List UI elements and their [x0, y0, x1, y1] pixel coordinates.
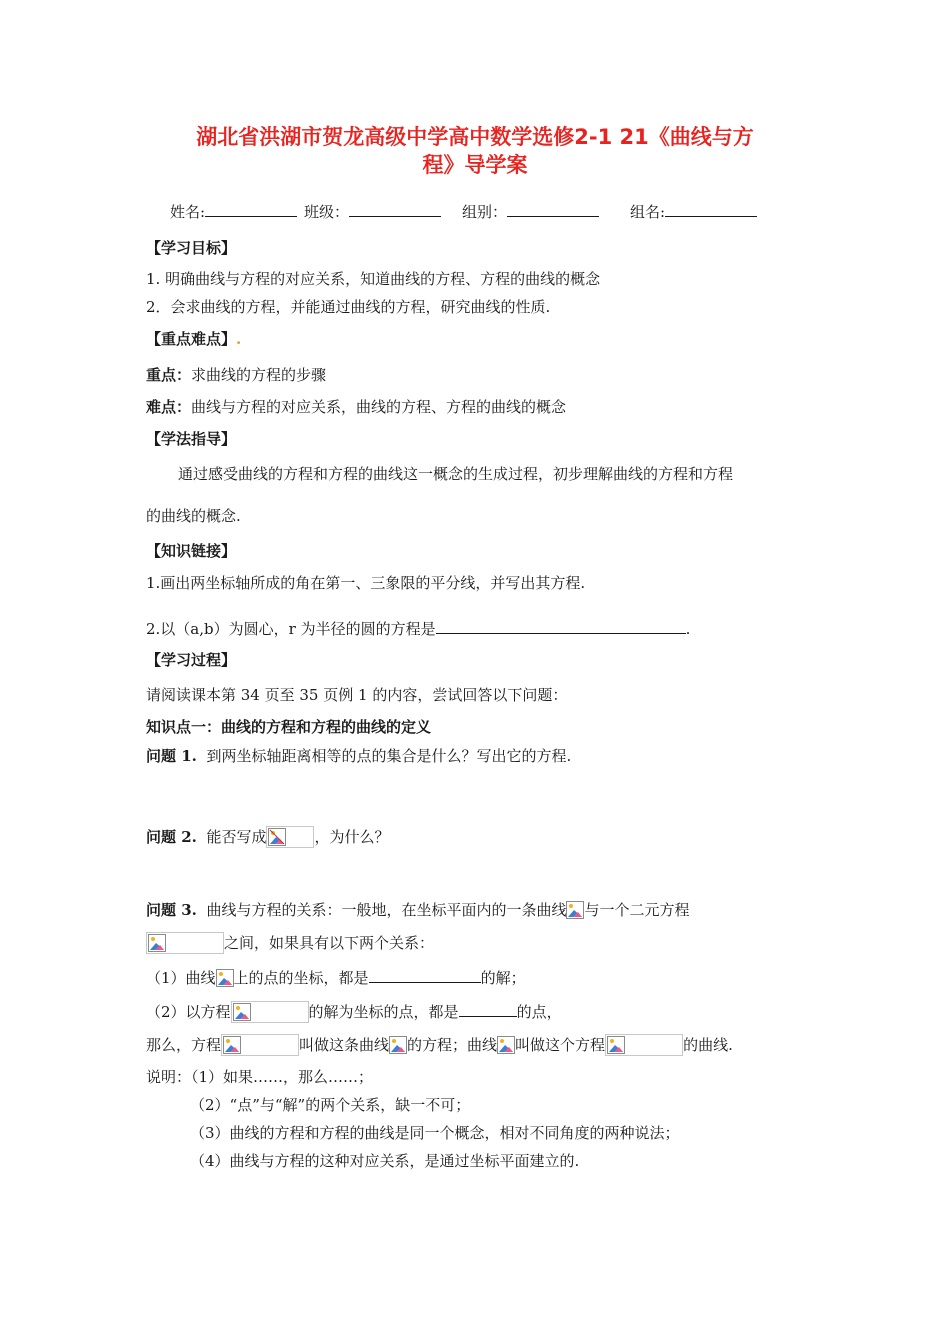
focus-label: 重点：	[146, 366, 192, 384]
team-blank	[665, 200, 757, 217]
links-heading: 【知识链接】	[146, 542, 237, 560]
link-item-1: 1.画出两坐标轴所成的角在第一、三象限的平分线，并写出其方程.	[146, 574, 586, 592]
curve-image-icon	[216, 969, 234, 987]
question-3-text-a: 曲线与方程的关系：一般地，在坐标平面内的一条曲线	[206, 901, 567, 919]
document-title-line2: 程》导学案	[422, 153, 528, 177]
question-1	[146, 745, 571, 767]
condition-1-blank	[369, 966, 481, 983]
method-text-1: 通过感受曲线的方程和方程的曲线这一概念的生成过程，初步理解曲线的方程和方程	[178, 465, 734, 483]
key-dot: .	[236, 330, 242, 348]
condition-1-text-b: 上的点的坐标，都是	[233, 969, 369, 987]
method-text-2: 的曲线的概念.	[146, 507, 241, 525]
team-field	[630, 200, 757, 223]
condition-2-text-a: （2）以方程	[146, 1003, 231, 1021]
equation-image-icon	[233, 1003, 251, 1021]
note-label: 说明：	[146, 1068, 192, 1086]
note-4: （4）曲线与方程的这种对应关系，是通过坐标平面建立的.	[190, 1152, 580, 1170]
key-heading-text: 【重点难点】	[146, 330, 237, 348]
conclusion-text-d: 叫做这个方程	[515, 1036, 606, 1054]
focus-text: 求曲线的方程的步骤	[191, 366, 327, 384]
note-line-1	[146, 1066, 373, 1088]
name-field	[170, 200, 297, 223]
question-3-line2-text: 之间，如果具有以下两个关系：	[224, 934, 435, 952]
class-field	[304, 200, 441, 223]
team-label: 组名:	[630, 203, 666, 221]
question-1-label: 问题 1.	[146, 747, 197, 765]
equation-image-box	[605, 1034, 683, 1056]
process-heading: 【学习过程】	[146, 651, 237, 669]
question-2-text-b: ，为什么？	[314, 828, 390, 846]
equation-image-box	[146, 932, 224, 954]
conclusion-text-b: 叫做这条曲线	[299, 1036, 390, 1054]
equation-image-icon	[148, 934, 166, 952]
question-3-line2	[146, 932, 434, 954]
group-field	[462, 200, 599, 223]
conclusion-text-a: 那么，方程	[146, 1036, 222, 1054]
process-intro: 请阅读课本第 34 页至 35 页例 1 的内容，尝试回答以下问题：	[146, 686, 568, 704]
group-blank	[507, 200, 599, 217]
condition-2-text-c: 的点，	[516, 1003, 562, 1021]
circle-equation-blank	[436, 617, 686, 634]
question-1-text: 到两坐标轴距离相等的点的集合是什么？写出它的方程.	[206, 747, 572, 765]
conclusion-text-c: 的方程；曲线	[407, 1036, 498, 1054]
equation-image-icon	[607, 1036, 625, 1054]
question-3-text-b: 与一个二元方程	[584, 901, 690, 919]
question-3	[146, 899, 689, 921]
difficult-label: 难点：	[146, 398, 192, 416]
formula-image-box	[266, 826, 314, 848]
key-heading	[146, 328, 241, 350]
link-item-2-text: 2.以（a,b）为圆心，r 为半径的圆的方程是	[146, 620, 436, 638]
difficult-line	[146, 396, 566, 418]
knowledge-point-1: 知识点一：曲线的方程和方程的曲线的定义	[146, 718, 432, 736]
question-2	[146, 826, 389, 848]
focus-line	[146, 364, 326, 386]
goal-item-2: 2．会求曲线的方程，并能通过曲线的方程，研究曲线的性质.	[146, 298, 551, 316]
name-label: 姓名:	[170, 203, 206, 221]
method-heading: 【学法指导】	[146, 430, 237, 448]
condition-2-blank	[459, 1000, 517, 1017]
question-2-label: 问题 2.	[146, 828, 197, 846]
difficult-text: 曲线与方程的对应关系，曲线的方程、方程的曲线的概念	[191, 398, 567, 416]
goals-heading: 【学习目标】	[146, 239, 237, 257]
question-3-label: 问题 3.	[146, 901, 197, 919]
question-2-text-a: 能否写成	[206, 828, 267, 846]
note-3: （3）曲线的方程和方程的曲线是同一个概念，相对不同角度的两种说法；	[190, 1124, 680, 1142]
note-2: （2）“点”与“解”的两个关系，缺一不可；	[190, 1096, 471, 1114]
class-label: 班级：	[304, 203, 350, 221]
condition-2	[146, 1000, 562, 1023]
broken-image-icon	[268, 828, 286, 846]
conclusion-text-e: 的曲线.	[683, 1036, 733, 1054]
name-blank	[205, 200, 297, 217]
condition-1-text-c: 的解；	[480, 969, 526, 987]
equation-image-icon	[223, 1036, 241, 1054]
condition-2-text-b: 的解为坐标的点，都是	[308, 1003, 459, 1021]
curve-image-icon	[497, 1036, 515, 1054]
group-label: 组别：	[462, 203, 508, 221]
document-title-line1: 湖北省洪湖市贺龙高级中学高中数学选修2-1 21《曲线与方	[196, 125, 754, 149]
note-1: （1）如果……，那么……；	[191, 1068, 374, 1086]
condition-1-text-a: （1）曲线	[146, 969, 216, 987]
condition-1	[146, 966, 526, 989]
link-item-2	[146, 617, 690, 640]
curve-image-icon	[566, 901, 584, 919]
equation-image-box	[231, 1001, 309, 1023]
conclusion-line	[146, 1034, 733, 1056]
class-blank	[349, 200, 441, 217]
equation-image-box	[221, 1034, 299, 1056]
curve-image-icon	[389, 1036, 407, 1054]
link-item-2-end: .	[685, 620, 691, 638]
goal-item-1: 1. 明确曲线与方程的对应关系，知道曲线的方程、方程的曲线的概念	[146, 270, 601, 288]
